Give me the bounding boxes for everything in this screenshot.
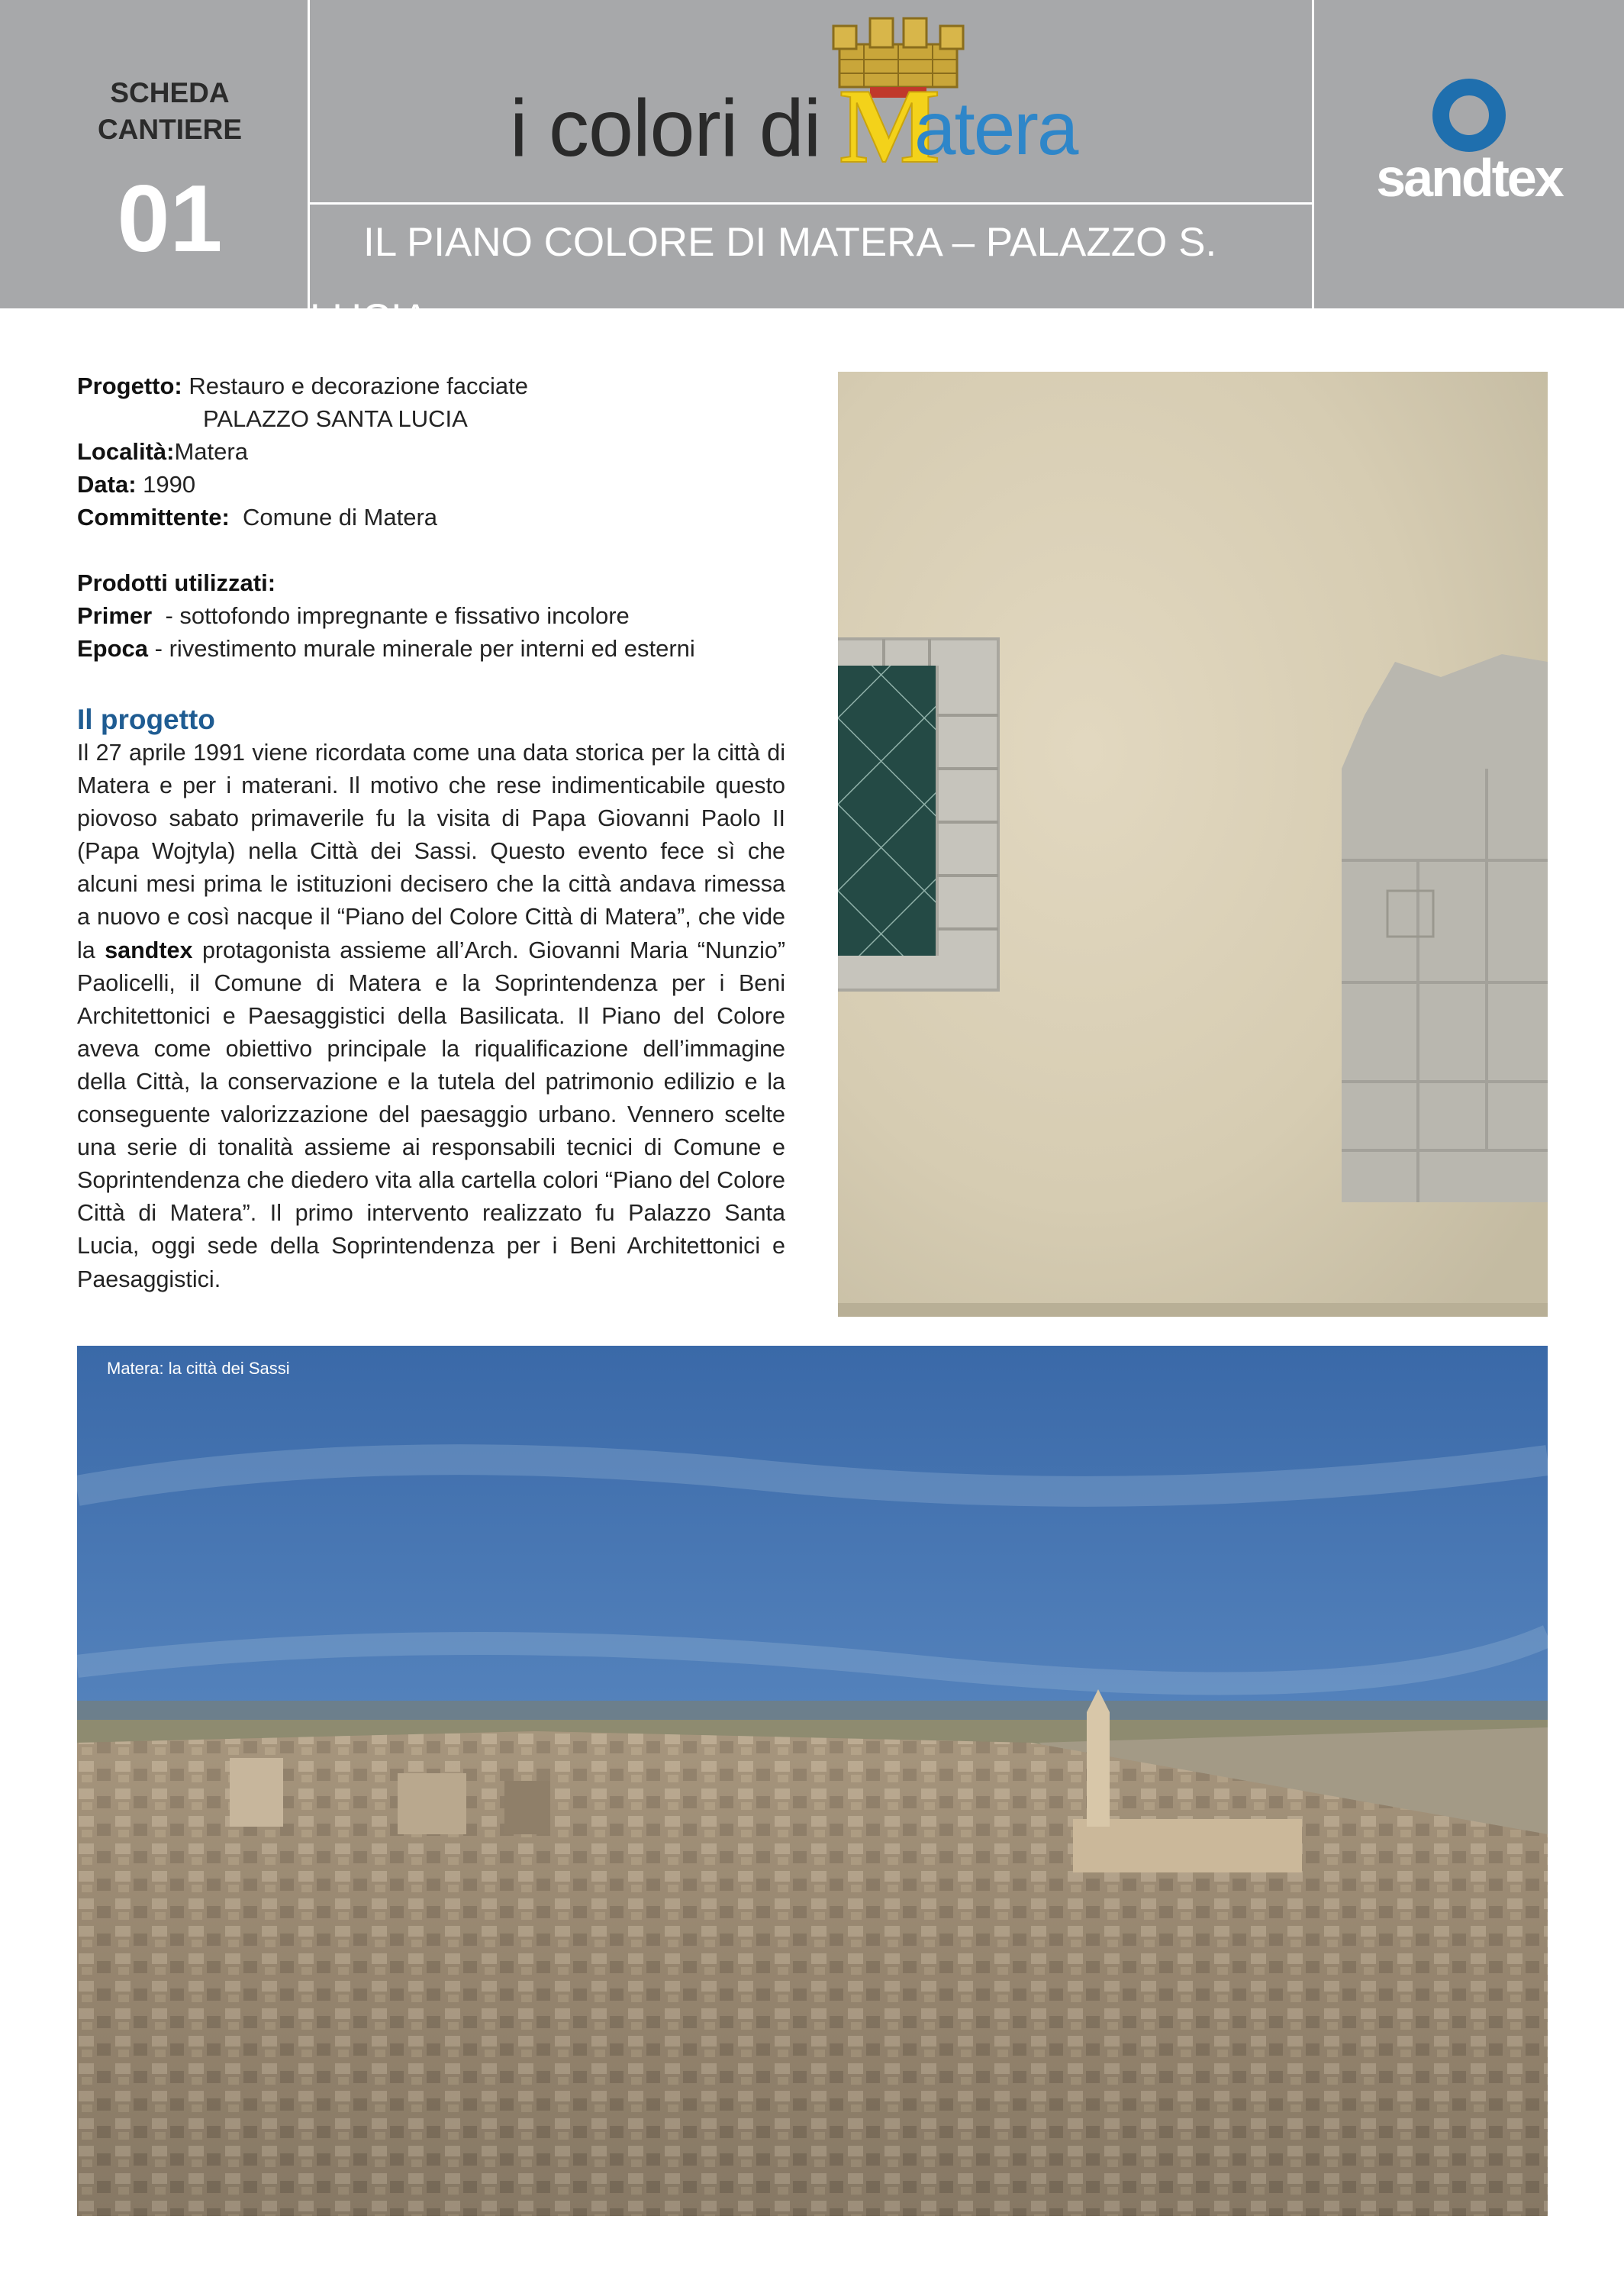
info-committente: Committente: Comune di Matera [77, 504, 438, 531]
scheda-label: SCHEDA CANTIERE [97, 77, 243, 145]
info-progetto: Progetto: Restauro e decorazione facciate [77, 373, 528, 399]
header-band [0, 0, 1624, 341]
project-info [77, 369, 825, 665]
facade-photo [838, 372, 1548, 1317]
project-body-text: Il 27 aprile 1991 viene ricordata come una data storica per la città di Matera e per i materani. Il motivo che rese indimenticabile questo piovoso sabato primaverile fu la visita di Papa Giovanni Paolo II (Papa Wojtyla) nella Città dei Sassi. Questo evento fece sì che alcuni mesi prima le istituzioni decisero che la città andava rimessa a nuovo e così nacque il “Piano del Colore Città di Matera”, che vide la sandtex protagonista assieme all’Arch. Giovanni Maria “Nunzio” Paolicelli, il Comune di Matera e la Soprintendenza per i Beni Architettonici e Paesaggistici della Basilicata. Il Piano del Colore aveva come obiettivo principale la riqualificazione dell’immagine della Città, la conservazione e la tutela del patrimonio edilizio e la conseguente valorizzazione del paesaggio urbano. Vennero scelte una serie di tonalità assieme ai responsabili tecnici di Comune e Soprintendenza che diedero vita alla cartella colori “Piano del Colore Città di Matera”. Il primo intervento realizzato fu Palazzo Santa Lucia, oggi sede della Soprintendenza per i Beni Architettonici e Paesaggistici. [77, 740, 785, 1292]
page-subtitle: IL PIANO COLORE DI MATERA – PALAZZO S. LUCIA [310, 220, 1217, 341]
page-title: i colori di M atera [310, 0, 1314, 202]
info-primer: Primer - sottofondo impregnante e fissativo incolore [77, 602, 630, 629]
info-epoca: Epoca - rivestimento murale minerale per interni ed esterni [77, 635, 695, 662]
photo-caption: Matera: la città dei Sassi [107, 1359, 290, 1378]
sandtex-logo-circle-icon [1432, 78, 1506, 153]
info-prodotti: Prodotti utilizzati: [77, 569, 276, 596]
info-progetto-name: PALAZZO SANTA LUCIA [203, 405, 468, 432]
brand-logo: sandtex [1376, 148, 1562, 208]
scheda-number: 01 [117, 166, 223, 272]
info-localita: Località:Matera [77, 438, 248, 465]
section-heading: Il progetto [77, 704, 215, 735]
info-data: Data: 1990 [77, 471, 196, 498]
city-panorama-photo [77, 1346, 1548, 2216]
